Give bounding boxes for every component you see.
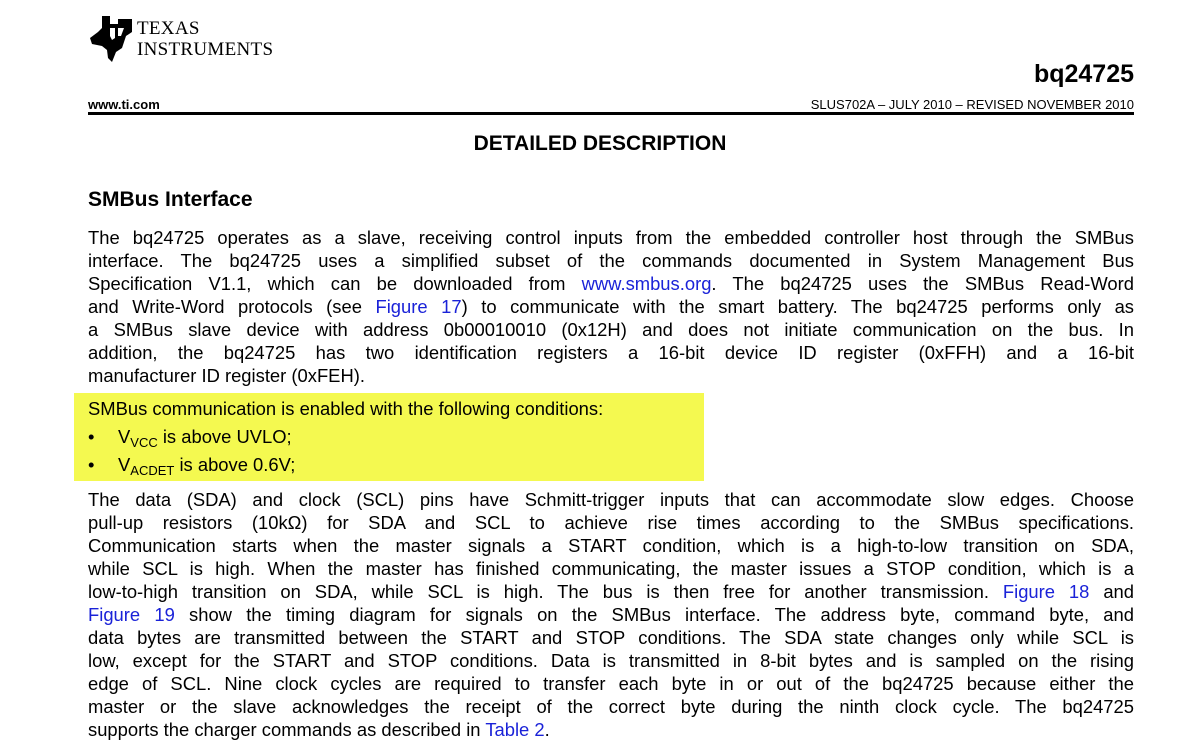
company-logo-text: TEXAS INSTRUMENTS: [137, 18, 274, 60]
paragraph-line: addition, the bq24725 has two identification registers a 16-bit device ID register (0xFFH) and a 16-bit: [88, 342, 1134, 363]
paragraph-line: a SMBus slave device with address 0b00010010 (0x12H) and does not initiate communication on the bus. In: [88, 319, 1134, 340]
paragraph-line: master or the slave acknowledges the receipt of the correct byte during the ninth clock cycle. The bq24725: [88, 696, 1134, 717]
intro-paragraph: [88, 226, 1134, 387]
paragraph-line: edge of SCL. Nine clock cycles are required to transfer each byte in or out of the bq24725 because either the: [88, 673, 1134, 694]
paragraph-line: low-to-high transition on SDA, while SCL is high. The bus is then free for another transmission. Figure 18 and: [88, 581, 1135, 602]
condition-acdet: • $V_{ACDET}$ is above 0.6V;: [88, 454, 296, 478]
figure-17-link[interactable]: Figure 17: [375, 296, 462, 317]
paragraph-line: The data (SDA) and clock (SCL) pins have Schmitt-trigger inputs that can accommodate slow edges. Choose: [88, 489, 1134, 510]
paragraph-line: The bq24725 operates as a slave, receiving control inputs from the embedded controller host through the SMBus: [88, 227, 1134, 248]
document-id: SLUS702A – JULY 2010 – REVISED NOVEMBER 2010: [810, 97, 1134, 112]
bullet-icon: •: [88, 426, 95, 447]
figure-19-link[interactable]: Figure 19: [88, 604, 175, 625]
timing-paragraph: [88, 488, 1134, 741]
condition-vcc: • $V_{VCC}$ is above UVLO;: [88, 426, 292, 450]
paragraph-line: pull-up resistors (10kΩ) for SDA and SCL to achieve rise times according to the SMBus specifications.: [88, 512, 1134, 533]
smbus-org-link[interactable]: www.smbus.org: [581, 273, 712, 294]
bullet-icon: •: [88, 454, 95, 475]
conditions-intro: SMBus communication is enabled with the following conditions:: [88, 398, 604, 419]
part-number: bq24725: [1033, 60, 1134, 88]
paragraph-line: and Write-Word protocols (see Figure 17) to communicate with the smart battery. The bq24725 performs only as: [88, 296, 1134, 317]
paragraph-line: supports the charger commands as described in Table 2.: [88, 719, 550, 740]
ti-logo-icon: [88, 14, 138, 66]
section-title: DETAILED DESCRIPTION: [473, 132, 727, 155]
header-divider: [88, 112, 1134, 115]
paragraph-line: Specification V1.1, which can be downloaded from www.smbus.org. The bq24725 uses the SMBus Read-Word: [88, 273, 1134, 294]
paragraph-line: manufacturer ID register (0xFEH).: [88, 365, 365, 386]
paragraph-line: interface. The bq24725 uses a simplified subset of the commands documented in System Management Bus: [88, 250, 1134, 271]
table-2-link[interactable]: Table 2: [485, 719, 545, 740]
website-link[interactable]: www.ti.com: [88, 97, 160, 112]
paragraph-line: Figure 19 show the timing diagram for signals on the SMBus interface. The address byte, command byte, and: [88, 604, 1134, 625]
paragraph-line: low, except for the START and STOP conditions. Data is transmitted in 8-bit bytes and is sampled on the rising: [88, 650, 1134, 671]
paragraph-line: data bytes are transmitted between the START and STOP conditions. The SDA state changes only while SCL is: [88, 627, 1134, 648]
figure-18-link[interactable]: Figure 18: [1002, 581, 1090, 602]
paragraph-line: while SCL is high. When the master has finished communicating, the master issues a STOP condition, which is a: [88, 558, 1134, 579]
subsection-title: SMBus Interface: [88, 188, 253, 211]
paragraph-line: Communication starts when the master signals a START condition, which is a high-to-low transition on SDA,: [88, 535, 1134, 556]
